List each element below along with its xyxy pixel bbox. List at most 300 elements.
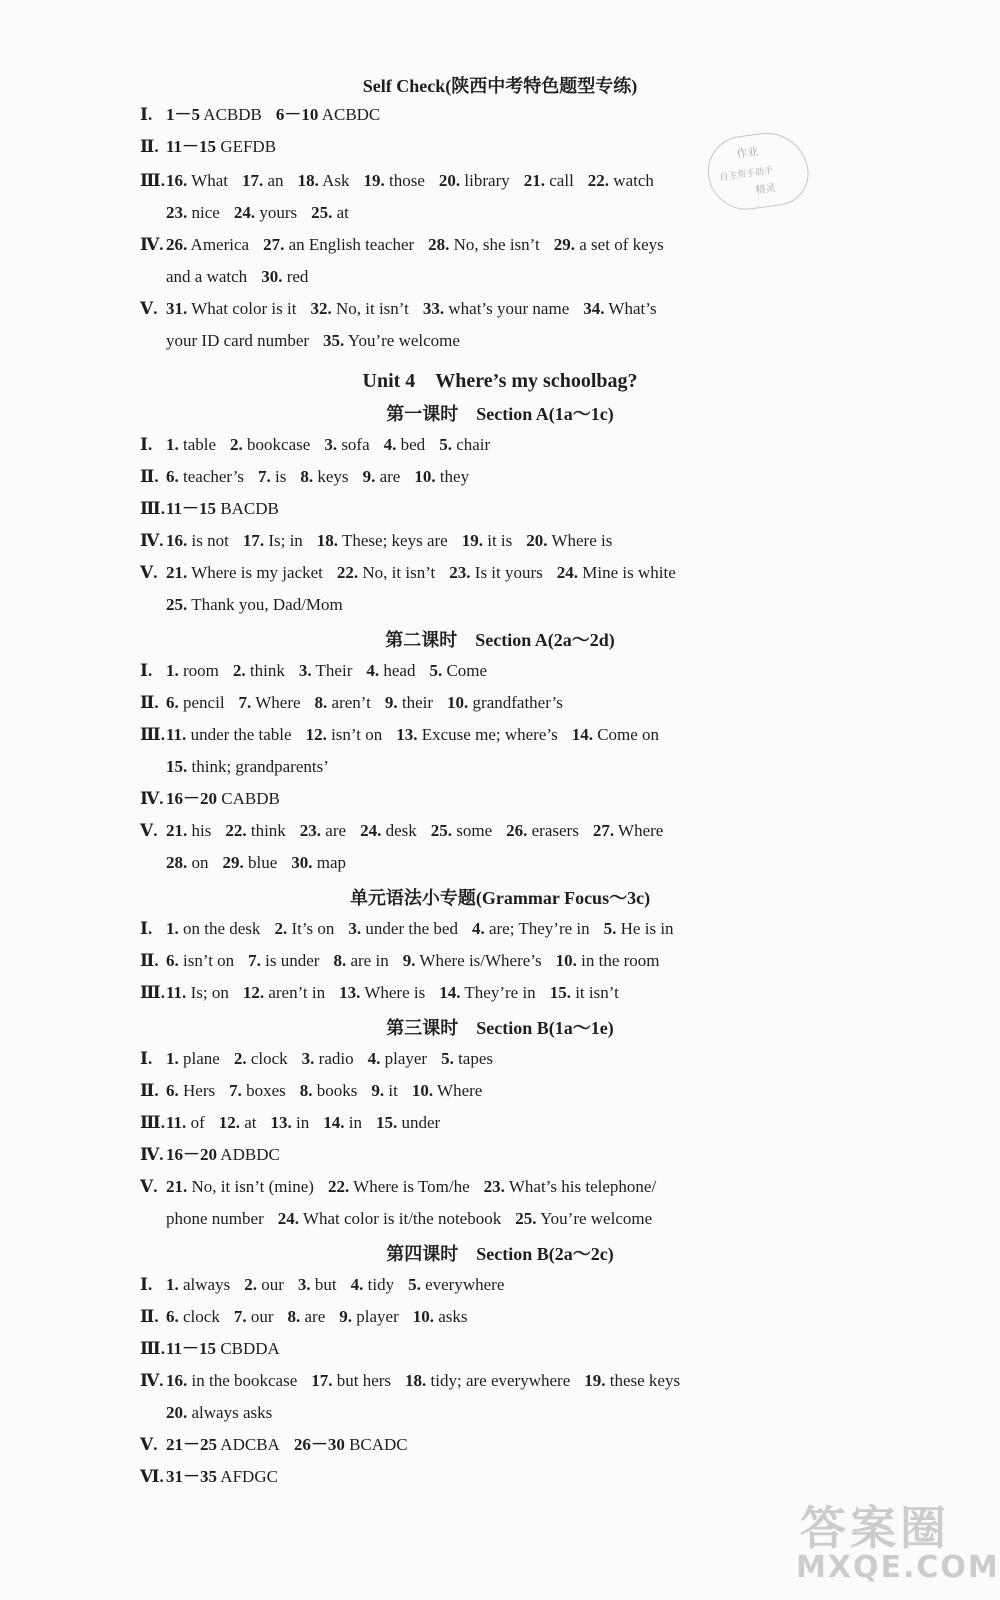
item-answer: think xyxy=(245,661,285,680)
answer-item xyxy=(368,1049,427,1068)
item-answer: but hers xyxy=(332,1371,392,1390)
answer-row xyxy=(140,466,469,488)
item-number: 8. xyxy=(287,1307,301,1326)
answer-item xyxy=(462,531,513,550)
item-number: 17. xyxy=(311,1371,333,1390)
answer-item xyxy=(447,693,563,712)
item-number: 13. xyxy=(339,983,361,1002)
answer-row xyxy=(140,1306,468,1328)
item-answer: ACBDC xyxy=(318,105,381,124)
answer-item xyxy=(166,1339,280,1358)
item-number: 9. xyxy=(371,1081,385,1100)
item-number: 26－30 xyxy=(293,1435,345,1454)
answer-item xyxy=(572,725,659,744)
item-answer: aren’t in xyxy=(264,983,326,1002)
roman-numeral: Ⅳ. xyxy=(140,235,164,254)
answer-item xyxy=(333,951,388,970)
stamp-text: 作业 xyxy=(735,144,760,161)
answer-item xyxy=(376,1113,440,1132)
item-number: 7. xyxy=(238,693,252,712)
item-number: 14. xyxy=(439,983,461,1002)
answer-item xyxy=(166,1113,205,1132)
answer-row xyxy=(166,1208,652,1230)
answer-item xyxy=(166,1467,278,1486)
item-number: 6. xyxy=(166,693,179,712)
item-number: 2. xyxy=(244,1275,257,1294)
roman-numeral: Ⅱ. xyxy=(140,951,159,970)
homework-stamp xyxy=(703,127,812,214)
answer-item xyxy=(166,267,247,286)
answer-row xyxy=(140,136,276,158)
item-number: 2. xyxy=(232,661,246,680)
item-answer: tapes xyxy=(453,1049,494,1068)
item-answer: BACDB xyxy=(216,499,279,518)
item-number: 16－20 xyxy=(166,1145,217,1164)
item-number: 34. xyxy=(583,299,605,318)
item-answer: chair xyxy=(451,435,491,454)
answer-item xyxy=(315,693,371,712)
answer-item xyxy=(339,983,425,1002)
answer-row xyxy=(140,1370,680,1392)
answer-row xyxy=(140,982,619,1004)
roman-numeral: Ⅱ. xyxy=(140,467,159,486)
item-number: 24. xyxy=(556,563,579,582)
roman-numeral: Ⅰ. xyxy=(140,1275,153,1294)
item-number: 8. xyxy=(300,467,314,486)
answer-item xyxy=(339,1307,398,1326)
item-answer: desk xyxy=(381,821,417,840)
item-number: 5. xyxy=(429,661,443,680)
item-number: 22. xyxy=(587,171,610,190)
item-number: 18. xyxy=(297,171,319,190)
answer-item xyxy=(166,171,228,190)
item-answer: Ask xyxy=(318,171,350,190)
answer-item xyxy=(166,725,292,744)
item-answer: Is; on xyxy=(186,983,229,1002)
item-answer: bookcase xyxy=(242,435,311,454)
item-number: 10. xyxy=(447,693,469,712)
roman-numeral: Ⅱ. xyxy=(140,1307,159,1326)
item-answer: radio xyxy=(314,1049,354,1068)
answer-item xyxy=(323,331,460,350)
item-number: 3. xyxy=(348,919,362,938)
item-number: 4. xyxy=(367,1049,381,1068)
answer-item xyxy=(317,531,448,550)
item-number: 16. xyxy=(166,171,188,190)
item-answer: Is it yours xyxy=(470,563,543,582)
item-answer: some xyxy=(451,821,493,840)
answer-item xyxy=(166,983,229,1002)
item-number: 1. xyxy=(166,1275,179,1294)
item-number: 3. xyxy=(298,661,312,680)
item-answer: are in xyxy=(346,951,389,970)
answer-item xyxy=(324,435,369,454)
item-number: 22. xyxy=(327,1177,350,1196)
item-answer: blue xyxy=(243,853,278,872)
answer-item xyxy=(396,725,557,744)
answer-row xyxy=(140,820,663,842)
item-answer: What xyxy=(187,171,229,190)
item-number: 9. xyxy=(339,1307,353,1326)
item-answer: Where is/Where’s xyxy=(415,951,542,970)
item-number: 24. xyxy=(360,821,382,840)
item-answer: are xyxy=(321,821,347,840)
answer-item xyxy=(428,235,540,254)
answer-item xyxy=(166,1371,297,1390)
answer-row xyxy=(140,1274,504,1296)
item-number: 1. xyxy=(166,435,179,454)
item-number: 2. xyxy=(274,919,288,938)
item-number: 9. xyxy=(384,693,398,712)
answer-row xyxy=(140,1144,280,1166)
answer-row xyxy=(140,788,280,810)
answer-item xyxy=(166,1275,230,1294)
item-number: 30. xyxy=(261,267,283,286)
answer-item xyxy=(323,1113,362,1132)
answer-item xyxy=(526,531,612,550)
answer-item xyxy=(234,1049,288,1068)
item-answer: CBDDA xyxy=(216,1339,280,1358)
item-answer: What’s xyxy=(604,299,657,318)
item-answer: it is xyxy=(482,531,513,550)
answer-row xyxy=(140,498,279,520)
item-answer: under the table xyxy=(186,725,292,744)
answer-item xyxy=(166,1177,314,1196)
answer-item xyxy=(166,235,249,254)
item-answer: your ID card number xyxy=(166,331,310,350)
answer-item xyxy=(439,435,490,454)
answer-item xyxy=(311,203,349,222)
answer-item xyxy=(166,467,244,486)
item-answer: You’re welcome xyxy=(344,331,460,350)
item-number: 2. xyxy=(233,1049,247,1068)
item-number: 13. xyxy=(270,1113,292,1132)
item-number: 20. xyxy=(438,171,461,190)
item-answer: clock xyxy=(246,1049,288,1068)
item-answer: it xyxy=(384,1081,398,1100)
item-number: 7. xyxy=(258,467,271,486)
item-answer: those xyxy=(384,171,425,190)
watermark-text: 答案圈 xyxy=(800,1501,950,1555)
item-number: 21. xyxy=(166,1177,188,1196)
item-number: 28. xyxy=(166,853,188,872)
item-answer: of xyxy=(186,1113,205,1132)
item-answer: keys xyxy=(313,467,349,486)
item-number: 7. xyxy=(229,1081,242,1100)
answer-row xyxy=(166,756,329,778)
item-answer: these keys xyxy=(605,1371,681,1390)
answer-item xyxy=(234,203,297,222)
answer-item xyxy=(166,331,309,350)
answer-item xyxy=(166,1435,280,1454)
answer-item xyxy=(298,1275,337,1294)
item-answer: America xyxy=(187,235,250,254)
answer-row xyxy=(140,1434,408,1456)
site-watermark xyxy=(790,1488,1000,1592)
answer-item xyxy=(166,563,323,582)
answer-item xyxy=(405,1371,570,1390)
item-number: 8. xyxy=(333,951,347,970)
answer-item xyxy=(328,1177,470,1196)
item-number: 1. xyxy=(166,661,179,680)
answer-item xyxy=(593,821,664,840)
item-number: 23. xyxy=(166,203,188,222)
answer-row xyxy=(140,1080,482,1102)
item-answer: Hers xyxy=(178,1081,216,1100)
item-answer: pencil xyxy=(178,693,225,712)
item-answer: It’s on xyxy=(287,919,335,938)
answer-item xyxy=(583,299,656,318)
item-number: 10. xyxy=(414,467,436,486)
item-answer: boxes xyxy=(241,1081,286,1100)
answer-row xyxy=(140,530,612,552)
answer-item xyxy=(429,661,487,680)
section-heading-lesson2: 第二课时 Section A(2a～2d) xyxy=(385,630,615,650)
item-number: 25. xyxy=(430,821,452,840)
answer-item xyxy=(271,1113,310,1132)
answer-item xyxy=(300,821,346,840)
item-number: 26. xyxy=(506,821,528,840)
roman-numeral: Ⅴ. xyxy=(140,563,158,582)
item-answer: map xyxy=(312,853,347,872)
answer-item xyxy=(233,661,285,680)
item-number: 19. xyxy=(363,171,385,190)
item-number: 27. xyxy=(592,821,615,840)
answer-row xyxy=(166,852,346,874)
answer-item xyxy=(351,1275,394,1294)
item-answer: a set of keys xyxy=(575,235,664,254)
answer-item xyxy=(294,1435,408,1454)
answer-item xyxy=(556,951,660,970)
answer-item xyxy=(414,467,469,486)
item-number: 6. xyxy=(166,1081,179,1100)
answer-item xyxy=(166,951,234,970)
answer-item xyxy=(291,853,346,872)
item-number: 29. xyxy=(222,853,244,872)
answer-item xyxy=(311,1371,391,1390)
answer-row xyxy=(140,724,659,746)
item-answer: sofa xyxy=(337,435,370,454)
answer-item xyxy=(348,919,458,938)
item-answer: what’s your name xyxy=(444,299,570,318)
item-number: 24. xyxy=(277,1209,299,1228)
answer-item xyxy=(166,661,219,680)
item-number: 28. xyxy=(428,235,450,254)
item-answer: Where is xyxy=(547,531,613,550)
item-answer: Where is my jacket xyxy=(187,563,323,582)
unit-title: Unit 4 Where’s my schoolbag? xyxy=(362,370,638,392)
item-number: 1－5 xyxy=(166,105,200,124)
item-answer: are xyxy=(300,1307,326,1326)
answer-item xyxy=(278,1209,501,1228)
item-number: 12. xyxy=(305,725,327,744)
answer-item xyxy=(306,725,383,744)
item-answer: always asks xyxy=(187,1403,273,1422)
item-number: 6. xyxy=(166,951,179,970)
answer-row xyxy=(166,266,308,288)
stamp-text: 精灵 xyxy=(754,182,777,197)
item-number: 11－15 xyxy=(166,1339,217,1358)
item-number: 20. xyxy=(166,1403,188,1422)
roman-numeral: Ⅱ. xyxy=(140,1081,159,1100)
answer-item xyxy=(431,821,492,840)
item-answer: tidy xyxy=(363,1275,395,1294)
item-answer: GEFDB xyxy=(216,137,277,156)
answer-item xyxy=(299,661,353,680)
item-answer: Is; in xyxy=(264,531,303,550)
answer-item xyxy=(274,919,334,938)
answer-item xyxy=(263,235,414,254)
answer-row xyxy=(140,1048,493,1070)
item-number: 35. xyxy=(323,331,345,350)
answer-item xyxy=(242,171,284,190)
item-answer: and a watch xyxy=(166,267,248,286)
item-number: 4. xyxy=(383,435,397,454)
answer-item xyxy=(384,435,426,454)
item-answer: think; grandparents’ xyxy=(187,757,329,776)
item-answer: ACBDB xyxy=(200,105,262,124)
answer-item xyxy=(366,661,415,680)
item-number: 22. xyxy=(225,821,247,840)
item-number: 11. xyxy=(166,725,187,744)
item-answer: nice xyxy=(187,203,220,222)
item-answer: in xyxy=(291,1113,310,1132)
answer-item xyxy=(244,1275,284,1294)
item-answer: books xyxy=(312,1081,358,1100)
item-number: 15. xyxy=(549,983,571,1002)
item-answer: asks xyxy=(434,1307,468,1326)
answer-row xyxy=(166,594,343,616)
item-answer: Mine is white xyxy=(578,563,676,582)
answer-row xyxy=(140,434,490,456)
answer-item xyxy=(413,1307,468,1326)
item-answer: What’s his telephone/ xyxy=(504,1177,657,1196)
answer-row xyxy=(140,1338,280,1360)
answer-item xyxy=(248,951,319,970)
item-number: 22. xyxy=(336,563,359,582)
item-answer: call xyxy=(545,171,574,190)
item-number: 17. xyxy=(242,531,265,550)
answer-item xyxy=(441,1049,493,1068)
answer-item xyxy=(288,1307,326,1326)
item-answer: in the room xyxy=(576,951,660,970)
item-answer: red xyxy=(282,267,309,286)
item-answer: an xyxy=(263,171,284,190)
answer-item xyxy=(449,563,543,582)
item-number: 21. xyxy=(523,171,545,190)
item-number: 3. xyxy=(324,435,338,454)
answer-item xyxy=(300,1081,358,1100)
roman-numeral: Ⅲ. xyxy=(140,499,165,518)
section-heading-self-check: Self Check(陕西中考特色题型专练) xyxy=(362,76,638,96)
item-answer: yours xyxy=(255,203,298,222)
answer-item xyxy=(223,853,278,872)
roman-numeral: Ⅴ. xyxy=(140,1435,158,1454)
answer-row xyxy=(140,234,664,256)
item-answer: BCADC xyxy=(344,1435,408,1454)
item-answer: our xyxy=(246,1307,274,1326)
answer-row xyxy=(140,1112,440,1134)
roman-numeral: Ⅲ. xyxy=(140,983,165,1002)
item-number: 1. xyxy=(166,919,179,938)
item-answer: No, it isn’t xyxy=(358,563,436,582)
item-number: 27. xyxy=(263,235,285,254)
answer-item xyxy=(166,203,220,222)
item-answer: Where is xyxy=(360,983,426,1002)
answer-item xyxy=(230,435,310,454)
item-number: 9. xyxy=(362,467,376,486)
answer-item xyxy=(412,1081,483,1100)
roman-numeral: Ⅳ. xyxy=(140,531,164,550)
item-number: 31－35 xyxy=(166,1467,217,1486)
item-number: 5. xyxy=(441,1049,454,1068)
item-answer: He is in xyxy=(616,919,674,938)
item-number: 23. xyxy=(483,1177,505,1196)
answer-item xyxy=(229,1081,286,1100)
item-answer: everywhere xyxy=(420,1275,505,1294)
item-number: 15. xyxy=(166,757,188,776)
answer-item xyxy=(219,1113,257,1132)
item-number: 14. xyxy=(323,1113,345,1132)
item-number: 3. xyxy=(301,1049,315,1068)
item-number: 12. xyxy=(242,983,265,1002)
item-number: 23. xyxy=(449,563,471,582)
item-answer: is xyxy=(270,467,287,486)
roman-numeral: Ⅲ. xyxy=(140,171,165,190)
item-answer: No, she isn’t xyxy=(449,235,540,254)
item-number: 32. xyxy=(310,299,332,318)
item-answer: room xyxy=(178,661,219,680)
item-answer: Thank you, Dad/Mom xyxy=(187,595,343,614)
answer-item xyxy=(166,299,296,318)
answer-item xyxy=(166,821,211,840)
roman-numeral: Ⅴ. xyxy=(140,1177,158,1196)
answer-item xyxy=(234,1307,274,1326)
item-number: 2. xyxy=(230,435,243,454)
item-answer: Their xyxy=(311,661,353,680)
answer-item xyxy=(363,467,401,486)
item-number: 25. xyxy=(515,1209,537,1228)
item-number: 6. xyxy=(166,1307,179,1326)
item-number: 12. xyxy=(218,1113,240,1132)
answer-row xyxy=(166,202,349,224)
item-number: 1. xyxy=(166,1049,179,1068)
answer-row xyxy=(140,298,657,320)
section-heading-lesson4: 第四课时 Section B(2a～2c) xyxy=(386,1244,614,1264)
item-number: 30. xyxy=(291,853,313,872)
item-answer: library xyxy=(460,171,510,190)
item-answer: Where xyxy=(251,693,301,712)
item-answer: in the bookcase xyxy=(187,1371,298,1390)
item-number: 8. xyxy=(314,693,328,712)
item-answer: teacher’s xyxy=(178,467,245,486)
item-answer: erasers xyxy=(527,821,579,840)
answer-item xyxy=(166,105,262,124)
item-number: 7. xyxy=(248,951,261,970)
roman-numeral: Ⅴ. xyxy=(140,299,158,318)
answer-row xyxy=(140,660,487,682)
answer-row xyxy=(140,104,380,126)
item-number: 11. xyxy=(166,983,187,1002)
item-answer: Where xyxy=(614,821,664,840)
answer-item xyxy=(364,171,425,190)
roman-numeral: Ⅴ. xyxy=(140,821,158,840)
answer-item xyxy=(408,1275,504,1294)
item-answer: player xyxy=(380,1049,428,1068)
answer-item xyxy=(506,821,579,840)
answer-item xyxy=(166,919,260,938)
answer-item xyxy=(166,137,276,156)
